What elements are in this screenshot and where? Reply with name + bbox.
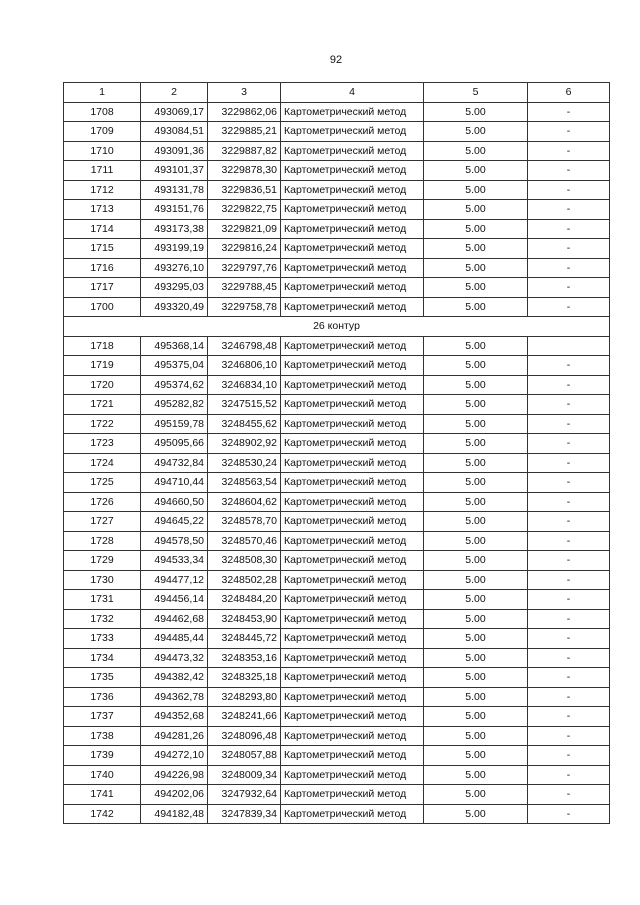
table-row <box>64 746 610 766</box>
note-cell: - <box>528 161 610 181</box>
note-cell: - <box>528 122 610 142</box>
accuracy-cell: 5.00 <box>424 746 528 766</box>
y-coordinate-cell: 3229788,45 <box>208 278 281 298</box>
x-coordinate-cell: 494732,84 <box>141 453 208 473</box>
point-number-cell: 1711 <box>64 161 141 181</box>
table-row <box>64 200 610 220</box>
x-coordinate-cell: 494645,22 <box>141 512 208 532</box>
point-number-cell: 1713 <box>64 200 141 220</box>
y-coordinate-cell: 3246834,10 <box>208 375 281 395</box>
accuracy-cell: 5.00 <box>424 648 528 668</box>
note-cell: - <box>528 258 610 278</box>
note-cell: - <box>528 785 610 805</box>
note-cell: - <box>528 278 610 298</box>
x-coordinate-cell: 494485,44 <box>141 629 208 649</box>
accuracy-cell: 5.00 <box>424 375 528 395</box>
method-cell: Картометрический метод <box>281 746 424 766</box>
note-cell: - <box>528 590 610 610</box>
accuracy-cell: 5.00 <box>424 180 528 200</box>
accuracy-cell: 5.00 <box>424 453 528 473</box>
table-row <box>64 239 610 259</box>
x-coordinate-cell: 494462,68 <box>141 609 208 629</box>
accuracy-cell: 5.00 <box>424 278 528 298</box>
method-cell: Картометрический метод <box>281 609 424 629</box>
x-coordinate-cell: 493091,36 <box>141 141 208 161</box>
x-coordinate-cell: 494578,50 <box>141 531 208 551</box>
y-coordinate-cell: 3248453,90 <box>208 609 281 629</box>
table-row <box>64 726 610 746</box>
method-cell: Картометрический метод <box>281 473 424 493</box>
point-number-cell: 1718 <box>64 336 141 356</box>
table-row <box>64 629 610 649</box>
point-number-cell: 1712 <box>64 180 141 200</box>
point-number-cell: 1716 <box>64 258 141 278</box>
accuracy-cell: 5.00 <box>424 512 528 532</box>
method-cell: Картометрический метод <box>281 200 424 220</box>
note-cell: - <box>528 551 610 571</box>
header-cell-5: 5 <box>424 83 528 103</box>
point-number-cell: 1731 <box>64 590 141 610</box>
table-row <box>64 356 610 376</box>
coordinates-table-body <box>64 83 610 824</box>
method-cell: Картометрический метод <box>281 219 424 239</box>
table-row <box>64 590 610 610</box>
table-row <box>64 473 610 493</box>
note-cell: - <box>528 629 610 649</box>
x-coordinate-cell: 494272,10 <box>141 746 208 766</box>
y-coordinate-cell: 3248057,88 <box>208 746 281 766</box>
point-number-cell: 1728 <box>64 531 141 551</box>
accuracy-cell: 5.00 <box>424 200 528 220</box>
table-row <box>64 687 610 707</box>
note-cell: - <box>528 239 610 259</box>
accuracy-cell: 5.00 <box>424 551 528 571</box>
accuracy-cell: 5.00 <box>424 492 528 512</box>
method-cell: Картометрический метод <box>281 492 424 512</box>
table-row <box>64 395 610 415</box>
y-coordinate-cell: 3248902,92 <box>208 434 281 454</box>
method-cell: Картометрический метод <box>281 141 424 161</box>
y-coordinate-cell: 3247515,52 <box>208 395 281 415</box>
point-number-cell: 1735 <box>64 668 141 688</box>
point-number-cell: 1729 <box>64 551 141 571</box>
point-number-cell: 1738 <box>64 726 141 746</box>
accuracy-cell: 5.00 <box>424 473 528 493</box>
point-number-cell: 1719 <box>64 356 141 376</box>
section-title: 26 контур <box>64 317 610 337</box>
table-row <box>64 648 610 668</box>
y-coordinate-cell: 3248009,34 <box>208 765 281 785</box>
y-coordinate-cell: 3247839,34 <box>208 804 281 824</box>
method-cell: Картометрический метод <box>281 258 424 278</box>
note-cell: - <box>528 609 610 629</box>
note-cell: - <box>528 219 610 239</box>
point-number-cell: 1739 <box>64 746 141 766</box>
y-coordinate-cell: 3229821,09 <box>208 219 281 239</box>
x-coordinate-cell: 494226,98 <box>141 765 208 785</box>
method-cell: Картометрический метод <box>281 375 424 395</box>
note-cell: - <box>528 804 610 824</box>
method-cell: Картометрический метод <box>281 551 424 571</box>
accuracy-cell: 5.00 <box>424 629 528 649</box>
note-cell: - <box>528 765 610 785</box>
y-coordinate-cell: 3248445,72 <box>208 629 281 649</box>
accuracy-cell: 5.00 <box>424 141 528 161</box>
accuracy-cell: 5.00 <box>424 258 528 278</box>
x-coordinate-cell: 494281,26 <box>141 726 208 746</box>
table-row <box>64 531 610 551</box>
x-coordinate-cell: 494352,68 <box>141 707 208 727</box>
y-coordinate-cell: 3229816,24 <box>208 239 281 259</box>
accuracy-cell: 5.00 <box>424 239 528 259</box>
x-coordinate-cell: 493101,37 <box>141 161 208 181</box>
y-coordinate-cell: 3229758,78 <box>208 297 281 317</box>
header-cell-1: 1 <box>64 83 141 103</box>
point-number-cell: 1734 <box>64 648 141 668</box>
y-coordinate-cell: 3248530,24 <box>208 453 281 473</box>
method-cell: Картометрический метод <box>281 570 424 590</box>
coordinates-table <box>63 82 610 824</box>
x-coordinate-cell: 494533,34 <box>141 551 208 571</box>
table-row <box>64 453 610 473</box>
method-cell: Картометрический метод <box>281 414 424 434</box>
y-coordinate-cell: 3248502,28 <box>208 570 281 590</box>
accuracy-cell: 5.00 <box>424 726 528 746</box>
method-cell: Картометрический метод <box>281 161 424 181</box>
note-cell: - <box>528 687 610 707</box>
method-cell: Картометрический метод <box>281 356 424 376</box>
x-coordinate-cell: 493084,51 <box>141 122 208 142</box>
point-number-cell: 1708 <box>64 102 141 122</box>
method-cell: Картометрический метод <box>281 687 424 707</box>
note-cell: - <box>528 356 610 376</box>
point-number-cell: 1725 <box>64 473 141 493</box>
method-cell: Картометрический метод <box>281 453 424 473</box>
accuracy-cell: 5.00 <box>424 804 528 824</box>
method-cell: Картометрический метод <box>281 726 424 746</box>
table-row <box>64 102 610 122</box>
header-cell-4: 4 <box>281 83 424 103</box>
x-coordinate-cell: 494477,12 <box>141 570 208 590</box>
point-number-cell: 1740 <box>64 765 141 785</box>
method-cell: Картометрический метод <box>281 336 424 356</box>
table-row <box>64 512 610 532</box>
x-coordinate-cell: 494660,50 <box>141 492 208 512</box>
accuracy-cell: 5.00 <box>424 102 528 122</box>
note-cell: - <box>528 648 610 668</box>
point-number-cell: 1714 <box>64 219 141 239</box>
method-cell: Картометрический метод <box>281 804 424 824</box>
note-cell: - <box>528 473 610 493</box>
x-coordinate-cell: 495368,14 <box>141 336 208 356</box>
table-row <box>64 336 610 356</box>
method-cell: Картометрический метод <box>281 531 424 551</box>
note-cell: - <box>528 141 610 161</box>
accuracy-cell: 5.00 <box>424 219 528 239</box>
accuracy-cell: 5.00 <box>424 297 528 317</box>
accuracy-cell: 5.00 <box>424 356 528 376</box>
method-cell: Картометрический метод <box>281 434 424 454</box>
table-header-row <box>64 83 610 103</box>
y-coordinate-cell: 3248325,18 <box>208 668 281 688</box>
y-coordinate-cell: 3248241,66 <box>208 707 281 727</box>
method-cell: Картометрический метод <box>281 297 424 317</box>
page-number: 92 <box>329 54 343 66</box>
x-coordinate-cell: 494362,78 <box>141 687 208 707</box>
y-coordinate-cell: 3248455,62 <box>208 414 281 434</box>
point-number-cell: 1717 <box>64 278 141 298</box>
table-row <box>64 785 610 805</box>
method-cell: Картометрический метод <box>281 629 424 649</box>
point-number-cell: 1710 <box>64 141 141 161</box>
x-coordinate-cell: 493276,10 <box>141 258 208 278</box>
point-number-cell: 1723 <box>64 434 141 454</box>
point-number-cell: 1722 <box>64 414 141 434</box>
y-coordinate-cell: 3229878,30 <box>208 161 281 181</box>
note-cell: - <box>528 453 610 473</box>
table-row <box>64 434 610 454</box>
accuracy-cell: 5.00 <box>424 707 528 727</box>
table-row <box>64 609 610 629</box>
x-coordinate-cell: 494710,44 <box>141 473 208 493</box>
x-coordinate-cell: 493069,17 <box>141 102 208 122</box>
note-cell: - <box>528 297 610 317</box>
method-cell: Картометрический метод <box>281 512 424 532</box>
y-coordinate-cell: 3248293,80 <box>208 687 281 707</box>
point-number-cell: 1732 <box>64 609 141 629</box>
point-number-cell: 1709 <box>64 122 141 142</box>
method-cell: Картометрический метод <box>281 765 424 785</box>
method-cell: Картометрический метод <box>281 707 424 727</box>
accuracy-cell: 5.00 <box>424 765 528 785</box>
point-number-cell: 1700 <box>64 297 141 317</box>
y-coordinate-cell: 3248484,20 <box>208 590 281 610</box>
note-cell: - <box>528 414 610 434</box>
x-coordinate-cell: 493151,76 <box>141 200 208 220</box>
y-coordinate-cell: 3229885,21 <box>208 122 281 142</box>
table-row <box>64 804 610 824</box>
method-cell: Картометрический метод <box>281 102 424 122</box>
header-cell-6: 6 <box>528 83 610 103</box>
table-row <box>64 765 610 785</box>
method-cell: Картометрический метод <box>281 122 424 142</box>
y-coordinate-cell: 3229836,51 <box>208 180 281 200</box>
note-cell: - <box>528 707 610 727</box>
x-coordinate-cell: 495095,66 <box>141 434 208 454</box>
accuracy-cell: 5.00 <box>424 687 528 707</box>
accuracy-cell: 5.00 <box>424 570 528 590</box>
note-cell: - <box>528 668 610 688</box>
accuracy-cell: 5.00 <box>424 434 528 454</box>
accuracy-cell: 5.00 <box>424 609 528 629</box>
table-row <box>64 258 610 278</box>
table-row <box>64 375 610 395</box>
note-cell: - <box>528 395 610 415</box>
x-coordinate-cell: 494473,32 <box>141 648 208 668</box>
note-cell: - <box>528 726 610 746</box>
x-coordinate-cell: 494456,14 <box>141 590 208 610</box>
x-coordinate-cell: 494382,42 <box>141 668 208 688</box>
note-cell: - <box>528 200 610 220</box>
note-cell: - <box>528 102 610 122</box>
method-cell: Картометрический метод <box>281 278 424 298</box>
x-coordinate-cell: 493173,38 <box>141 219 208 239</box>
y-coordinate-cell: 3229822,75 <box>208 200 281 220</box>
point-number-cell: 1715 <box>64 239 141 259</box>
y-coordinate-cell: 3229862,06 <box>208 102 281 122</box>
accuracy-cell: 5.00 <box>424 161 528 181</box>
point-number-cell: 1736 <box>64 687 141 707</box>
x-coordinate-cell: 493320,49 <box>141 297 208 317</box>
x-coordinate-cell: 495159,78 <box>141 414 208 434</box>
point-number-cell: 1733 <box>64 629 141 649</box>
point-number-cell: 1727 <box>64 512 141 532</box>
method-cell: Картометрический метод <box>281 785 424 805</box>
note-cell: - <box>528 180 610 200</box>
x-coordinate-cell: 493295,03 <box>141 278 208 298</box>
x-coordinate-cell: 493131,78 <box>141 180 208 200</box>
y-coordinate-cell: 3247932,64 <box>208 785 281 805</box>
point-number-cell: 1741 <box>64 785 141 805</box>
method-cell: Картометрический метод <box>281 239 424 259</box>
table-row <box>64 180 610 200</box>
section-title-row <box>64 317 610 337</box>
table-row <box>64 297 610 317</box>
method-cell: Картометрический метод <box>281 590 424 610</box>
x-coordinate-cell: 495374,62 <box>141 375 208 395</box>
accuracy-cell: 5.00 <box>424 336 528 356</box>
note-cell: - <box>528 531 610 551</box>
accuracy-cell: 5.00 <box>424 531 528 551</box>
y-coordinate-cell: 3246798,48 <box>208 336 281 356</box>
y-coordinate-cell: 3248578,70 <box>208 512 281 532</box>
method-cell: Картометрический метод <box>281 668 424 688</box>
method-cell: Картометрический метод <box>281 395 424 415</box>
method-cell: Картометрический метод <box>281 648 424 668</box>
y-coordinate-cell: 3248570,46 <box>208 531 281 551</box>
x-coordinate-cell: 495375,04 <box>141 356 208 376</box>
point-number-cell: 1720 <box>64 375 141 395</box>
note-cell: - <box>528 570 610 590</box>
table-row <box>64 141 610 161</box>
method-cell: Картометрический метод <box>281 180 424 200</box>
header-cell-2: 2 <box>141 83 208 103</box>
y-coordinate-cell: 3229797,76 <box>208 258 281 278</box>
y-coordinate-cell: 3248604,62 <box>208 492 281 512</box>
y-coordinate-cell: 3246806,10 <box>208 356 281 376</box>
x-coordinate-cell: 495282,82 <box>141 395 208 415</box>
point-number-cell: 1724 <box>64 453 141 473</box>
y-coordinate-cell: 3229887,82 <box>208 141 281 161</box>
note-cell: - <box>528 375 610 395</box>
table-row <box>64 161 610 181</box>
note-cell: - <box>528 492 610 512</box>
table-row <box>64 278 610 298</box>
y-coordinate-cell: 3248096,48 <box>208 726 281 746</box>
table-row <box>64 551 610 571</box>
accuracy-cell: 5.00 <box>424 395 528 415</box>
table-row <box>64 414 610 434</box>
accuracy-cell: 5.00 <box>424 785 528 805</box>
point-number-cell: 1742 <box>64 804 141 824</box>
table-row <box>64 570 610 590</box>
header-cell-3: 3 <box>208 83 281 103</box>
point-number-cell: 1721 <box>64 395 141 415</box>
table-row <box>64 219 610 239</box>
y-coordinate-cell: 3248353,16 <box>208 648 281 668</box>
y-coordinate-cell: 3248563,54 <box>208 473 281 493</box>
x-coordinate-cell: 493199,19 <box>141 239 208 259</box>
x-coordinate-cell: 494182,48 <box>141 804 208 824</box>
accuracy-cell: 5.00 <box>424 590 528 610</box>
note-cell: - <box>528 512 610 532</box>
point-number-cell: 1730 <box>64 570 141 590</box>
note-cell: - <box>528 434 610 454</box>
note-cell: - <box>528 746 610 766</box>
point-number-cell: 1726 <box>64 492 141 512</box>
accuracy-cell: 5.00 <box>424 668 528 688</box>
note-cell <box>528 336 610 356</box>
table-row <box>64 707 610 727</box>
table-row <box>64 668 610 688</box>
point-number-cell: 1737 <box>64 707 141 727</box>
accuracy-cell: 5.00 <box>424 414 528 434</box>
y-coordinate-cell: 3248508,30 <box>208 551 281 571</box>
x-coordinate-cell: 494202,06 <box>141 785 208 805</box>
accuracy-cell: 5.00 <box>424 122 528 142</box>
table-row <box>64 492 610 512</box>
table-row <box>64 122 610 142</box>
